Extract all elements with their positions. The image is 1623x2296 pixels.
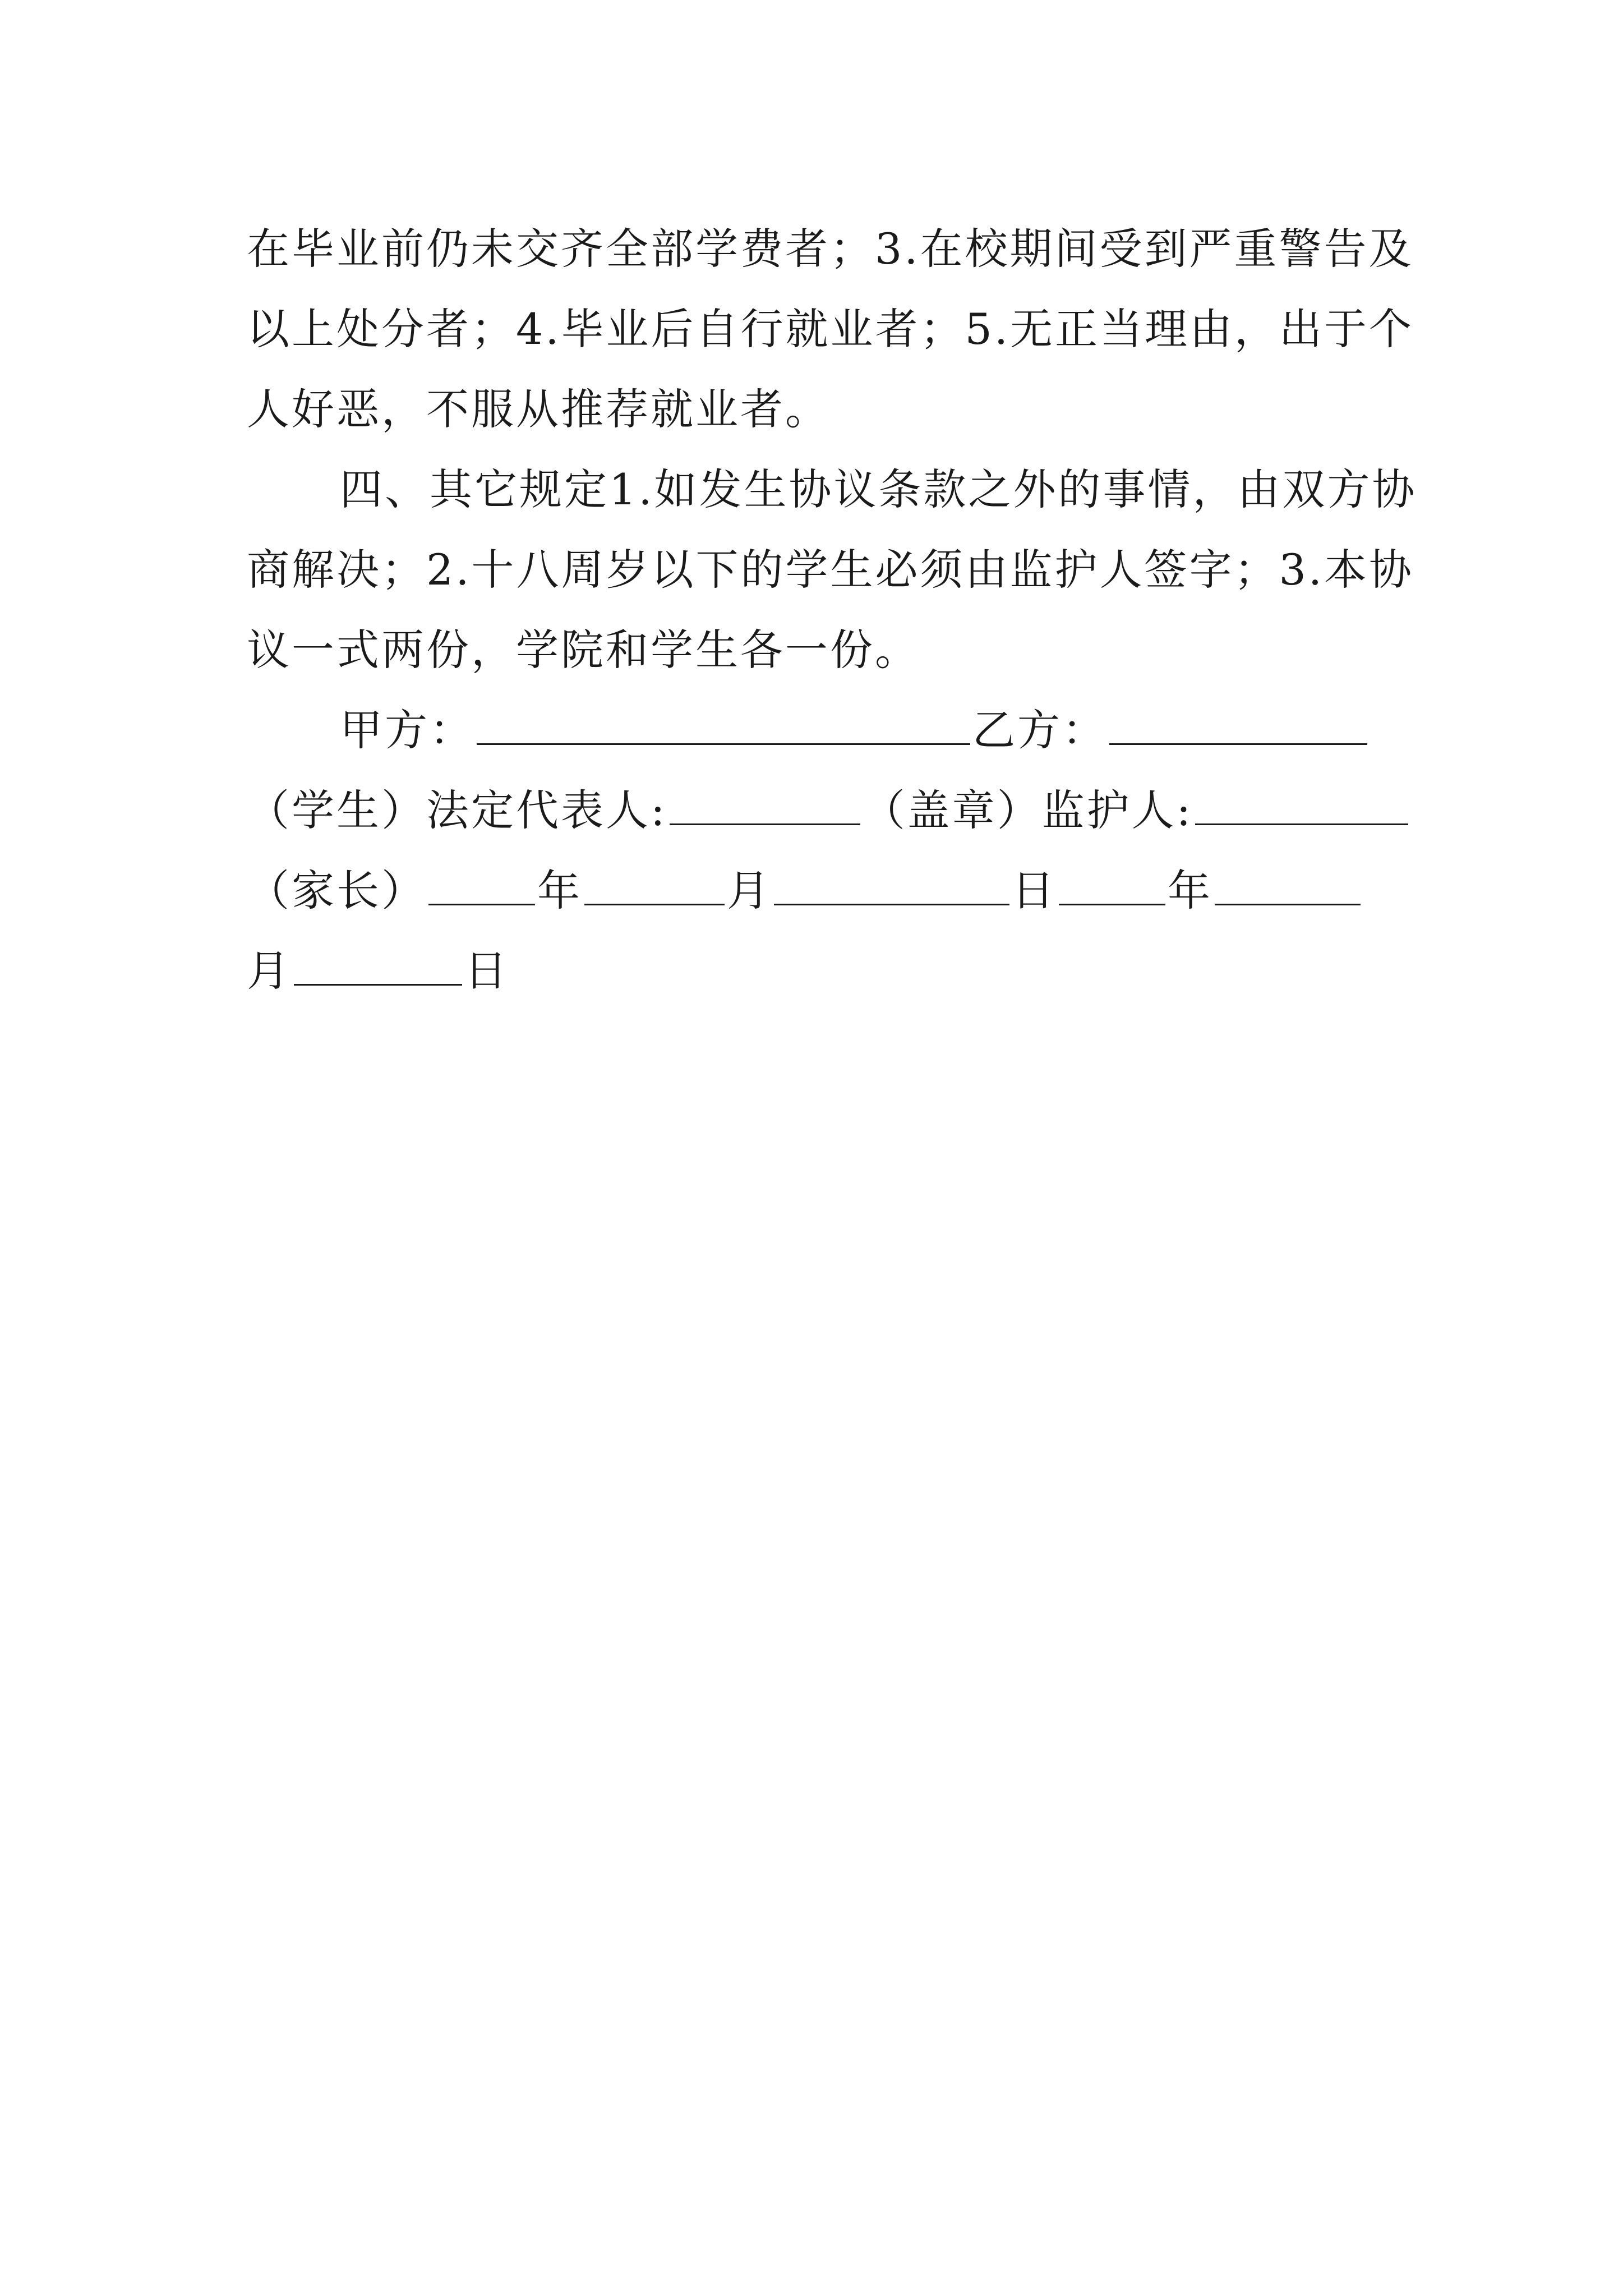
date-b-year-label: 年 (1168, 866, 1212, 915)
party-a-blank (477, 704, 970, 745)
date-a-year-label: 年 (537, 866, 582, 915)
party-b-label: 乙方： (972, 705, 1107, 755)
paragraph-line-2: 以上处分者；4.毕业后自行就业者；5.无正当理由，出于个 (247, 304, 1414, 354)
party-a-label: 甲方： (340, 705, 474, 755)
signature-line-date-end (247, 931, 1391, 1011)
date-b-month-blank-1 (1215, 864, 1361, 905)
student-rep-blank (670, 784, 860, 825)
signature-line-dates (247, 850, 1391, 931)
document-body (247, 209, 1417, 1011)
signature-line-representatives (247, 770, 1391, 850)
paragraph-line-6: 议一式两份，学院和学生各一份。 (247, 625, 920, 675)
date-b-month-label: 月 (247, 946, 292, 996)
student-rep-label: （学生）法定代表人: (247, 785, 667, 835)
signature-line-parties (247, 690, 1391, 770)
date-a-day-blank (774, 864, 1009, 905)
date-b-day-blank (294, 945, 462, 986)
paragraph-line-4: 四、其它规定1.如发生协议条款之外的事情，由双方协 (340, 464, 1417, 514)
paragraph-line-5: 商解决；2.十八周岁以下的学生必须由监护人签字；3.本协 (247, 545, 1414, 595)
date-a-month-label: 月 (727, 866, 772, 915)
date-a-month-blank (584, 864, 725, 905)
date-b-day-label: 日 (464, 946, 509, 996)
guardian-blank (1195, 784, 1408, 825)
party-b-blank (1109, 704, 1367, 745)
paragraph-line-3: 人好恶，不服从推荐就业者。 (247, 384, 830, 434)
date-a-day-label: 日 (1012, 866, 1057, 915)
parent-label: （家长） (247, 866, 426, 915)
date-b-year-blank (1059, 864, 1165, 905)
date-a-year-blank (428, 864, 535, 905)
seal-guardian-label: （盖章）监护人: (862, 785, 1193, 835)
paragraph-line-1: 在毕业前仍未交齐全部学费者；3.在校期间受到严重警告及 (247, 224, 1414, 274)
